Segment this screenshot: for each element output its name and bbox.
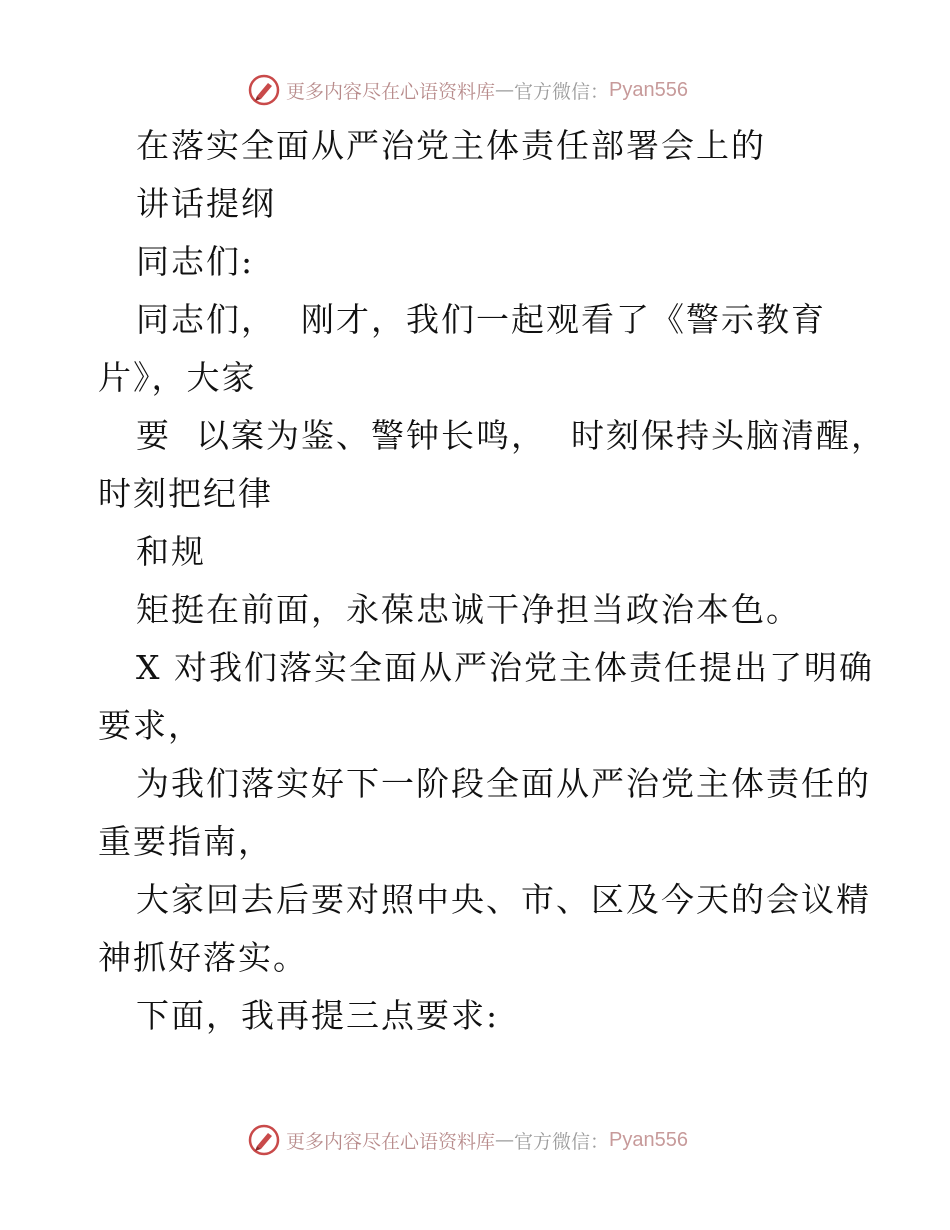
text-line: 在落实全面从严治党主体责任部署会上的: [136, 126, 766, 165]
text-line: 矩挺在前面，永葆忠诚干净担当政治本色。: [136, 590, 801, 629]
text-line: 片》，大家: [98, 358, 257, 397]
watermark-text: 更多内容尽在心语资料库: [286, 1130, 496, 1153]
text-line: X 对我们落实全面从严治党主体责任提出了明确: [136, 648, 874, 687]
header-watermark: [0, 70, 950, 110]
pen-logo-icon: [248, 1124, 280, 1156]
text-line: 神抓好落实。: [98, 938, 308, 977]
text-line: 为我们落实好下一阶段全面从严治党主体责任的: [136, 764, 871, 803]
text-line: 同志们:: [136, 242, 255, 281]
text-line: 时刻把纪律: [98, 474, 273, 513]
watermark-id: Pyan556: [609, 78, 688, 101]
footer-watermark: [0, 1120, 950, 1160]
watermark-label: 官方微信：: [514, 1130, 610, 1153]
text-line: 下面，我再提三点要求:: [136, 996, 500, 1035]
text-line: 同志们， 刚才，我们一起观看了《警示教育: [136, 300, 826, 339]
pen-logo-icon: [248, 74, 280, 106]
watermark-dash: —: [495, 79, 515, 101]
watermark-label: 官方微信：: [514, 80, 610, 103]
text-line: 和规: [136, 532, 206, 571]
watermark-id: Pyan556: [609, 1128, 688, 1151]
text-line: 讲话提纲: [136, 184, 276, 223]
watermark-text: 更多内容尽在心语资料库: [286, 80, 496, 103]
text-line: 要 以案为鉴、警钟长鸣， 时刻保持头脑清醒，: [136, 416, 886, 455]
text-line: 重要指南，: [98, 822, 273, 861]
watermark-dash: —: [495, 1129, 515, 1151]
text-line: 要求，: [98, 706, 203, 745]
text-line: 大家回去后要对照中央、市、区及今天的会议精: [136, 880, 871, 919]
